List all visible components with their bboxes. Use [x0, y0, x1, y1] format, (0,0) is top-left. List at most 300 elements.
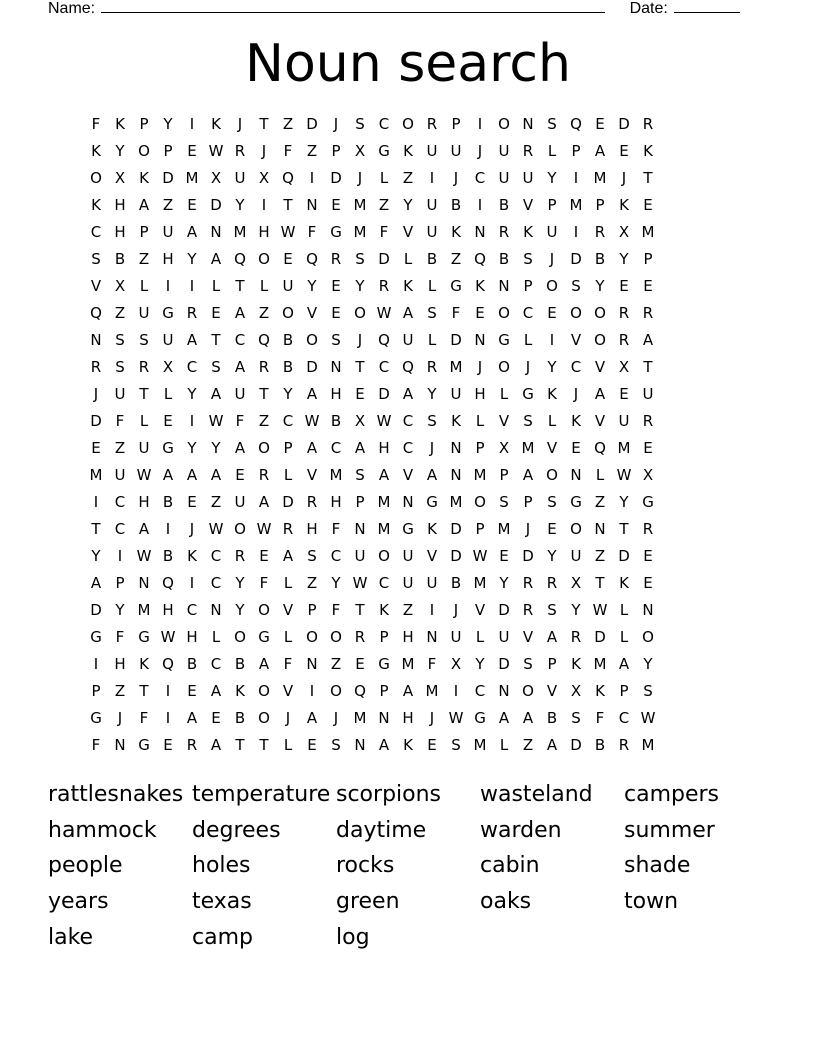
grid-letter[interactable]: A [90, 574, 102, 592]
grid-letter[interactable]: S [115, 358, 125, 376]
grid-letter[interactable]: Z [402, 601, 414, 619]
name-field[interactable] [101, 0, 605, 13]
grid-letter[interactable]: L [523, 331, 533, 349]
grid-letter[interactable]: Y [403, 196, 413, 214]
grid-letter[interactable]: K [403, 142, 413, 160]
grid-letter[interactable]: Z [450, 250, 462, 268]
grid-letter[interactable]: L [283, 466, 293, 484]
grid-letter[interactable]: H [378, 439, 390, 457]
grid-letter[interactable]: M [617, 439, 631, 457]
grid-letter[interactable]: A [186, 709, 198, 727]
grid-letter[interactable]: U [282, 277, 294, 295]
grid-letter[interactable]: Z [594, 493, 606, 511]
grid-letter[interactable]: T [619, 520, 629, 538]
grid-letter[interactable]: B [450, 196, 462, 214]
grid-letter[interactable]: X [498, 439, 510, 457]
grid-letter[interactable]: D [282, 493, 294, 511]
grid-letter[interactable]: Y [283, 385, 293, 403]
grid-letter[interactable]: S [571, 709, 581, 727]
grid-letter[interactable]: A [522, 466, 534, 484]
grid-letter[interactable]: N [474, 223, 486, 241]
grid-letter[interactable]: H [330, 493, 342, 511]
grid-letter[interactable]: J [525, 520, 531, 538]
grid-letter[interactable]: D [378, 250, 390, 268]
grid-letter[interactable]: G [90, 709, 102, 727]
grid-letter[interactable]: L [283, 574, 293, 592]
grid-letter[interactable]: B [234, 655, 246, 673]
grid-letter[interactable]: Z [210, 493, 222, 511]
grid-letter[interactable]: S [523, 250, 533, 268]
grid-letter[interactable]: T [235, 277, 245, 295]
grid-letter[interactable]: S [499, 493, 509, 511]
grid-letter[interactable]: E [259, 547, 269, 565]
grid-letter[interactable]: R [426, 358, 438, 376]
grid-letter[interactable]: W [640, 709, 656, 727]
grid-letter[interactable]: I [93, 655, 99, 673]
grid-letter[interactable]: O [354, 304, 366, 322]
grid-letter[interactable]: J [477, 142, 483, 160]
grid-letter[interactable]: M [641, 223, 655, 241]
grid-letter[interactable]: U [522, 169, 534, 187]
grid-letter[interactable]: E [283, 250, 293, 268]
grid-letter[interactable]: U [234, 169, 246, 187]
grid-letter[interactable]: N [498, 277, 510, 295]
grid-letter[interactable]: W [160, 628, 176, 646]
grid-letter[interactable]: H [258, 223, 270, 241]
grid-letter[interactable]: E [235, 466, 245, 484]
grid-letter[interactable]: Q [402, 358, 414, 376]
grid-letter[interactable]: U [546, 223, 558, 241]
grid-letter[interactable]: J [357, 169, 363, 187]
grid-letter[interactable]: P [523, 277, 533, 295]
grid-letter[interactable]: N [90, 331, 102, 349]
grid-letter[interactable]: G [138, 628, 150, 646]
grid-letter[interactable]: A [234, 304, 246, 322]
grid-letter[interactable]: I [189, 115, 195, 133]
grid-letter[interactable]: L [403, 250, 413, 268]
grid-letter[interactable]: L [475, 412, 485, 430]
grid-letter[interactable]: R [234, 142, 246, 160]
grid-letter[interactable]: A [138, 520, 150, 538]
grid-letter[interactable]: V [90, 277, 102, 295]
grid-letter[interactable]: E [211, 304, 221, 322]
grid-letter[interactable]: N [426, 628, 438, 646]
grid-letter[interactable]: U [402, 331, 414, 349]
grid-letter[interactable]: R [522, 142, 534, 160]
grid-letter[interactable]: K [403, 736, 413, 754]
grid-letter[interactable]: E [187, 682, 197, 700]
grid-letter[interactable]: F [235, 412, 245, 430]
grid-letter[interactable]: E [91, 439, 101, 457]
grid-letter[interactable]: M [401, 655, 415, 673]
grid-letter[interactable]: U [450, 142, 462, 160]
grid-letter[interactable]: O [258, 709, 270, 727]
grid-letter[interactable]: G [522, 385, 534, 403]
grid-letter[interactable]: V [402, 223, 414, 241]
grid-letter[interactable]: L [259, 277, 269, 295]
grid-letter[interactable]: S [355, 466, 365, 484]
grid-letter[interactable]: P [331, 142, 341, 160]
grid-letter[interactable]: E [331, 277, 341, 295]
grid-letter[interactable]: H [186, 628, 198, 646]
grid-letter[interactable]: T [259, 385, 269, 403]
grid-letter[interactable]: T [355, 358, 365, 376]
grid-letter[interactable]: X [570, 682, 582, 700]
grid-letter[interactable]: R [642, 520, 654, 538]
grid-letter[interactable]: L [139, 277, 149, 295]
grid-letter[interactable]: J [117, 709, 123, 727]
grid-letter[interactable]: K [235, 682, 245, 700]
grid-letter[interactable]: E [211, 709, 221, 727]
grid-letter[interactable]: S [547, 115, 557, 133]
grid-letter[interactable]: V [498, 412, 510, 430]
grid-letter[interactable]: Y [115, 601, 125, 619]
grid-letter[interactable]: A [234, 358, 246, 376]
grid-letter[interactable]: A [546, 736, 558, 754]
grid-letter[interactable]: R [594, 223, 606, 241]
grid-letter[interactable]: A [306, 439, 318, 457]
grid-letter[interactable]: U [642, 385, 654, 403]
grid-letter[interactable]: T [355, 601, 365, 619]
grid-letter[interactable]: A [618, 655, 630, 673]
grid-letter[interactable]: M [377, 493, 391, 511]
grid-letter[interactable]: R [306, 493, 318, 511]
grid-letter[interactable]: O [522, 682, 534, 700]
grid-letter[interactable]: R [498, 223, 510, 241]
grid-letter[interactable]: R [642, 412, 654, 430]
grid-letter[interactable]: O [258, 250, 270, 268]
grid-letter[interactable]: J [189, 520, 195, 538]
grid-letter[interactable]: D [378, 385, 390, 403]
grid-letter[interactable]: K [451, 412, 461, 430]
grid-letter[interactable]: T [235, 736, 245, 754]
grid-letter[interactable]: E [331, 304, 341, 322]
grid-letter[interactable]: O [90, 169, 102, 187]
grid-letter[interactable]: C [114, 493, 126, 511]
grid-letter[interactable]: E [595, 115, 605, 133]
grid-letter[interactable]: I [165, 520, 171, 538]
grid-letter[interactable]: Y [163, 115, 173, 133]
grid-letter[interactable]: J [525, 358, 531, 376]
grid-letter[interactable]: H [114, 223, 126, 241]
grid-letter[interactable]: M [641, 736, 655, 754]
grid-letter[interactable]: K [115, 115, 125, 133]
grid-letter[interactable]: I [573, 169, 579, 187]
grid-letter[interactable]: R [570, 628, 582, 646]
grid-letter[interactable]: L [427, 331, 437, 349]
grid-letter[interactable]: P [379, 682, 389, 700]
grid-letter[interactable]: R [234, 547, 246, 565]
grid-letter[interactable]: A [402, 682, 414, 700]
grid-letter[interactable]: S [451, 736, 461, 754]
grid-letter[interactable]: F [451, 304, 461, 322]
grid-letter[interactable]: A [546, 628, 558, 646]
grid-letter[interactable]: I [165, 682, 171, 700]
grid-letter[interactable]: O [402, 115, 414, 133]
grid-letter[interactable]: A [402, 304, 414, 322]
grid-letter[interactable]: C [90, 223, 102, 241]
grid-letter[interactable]: A [186, 466, 198, 484]
grid-letter[interactable]: L [475, 628, 485, 646]
grid-letter[interactable]: A [354, 439, 366, 457]
grid-letter[interactable]: R [522, 601, 534, 619]
grid-letter[interactable]: E [571, 439, 581, 457]
grid-letter[interactable]: B [426, 250, 438, 268]
grid-letter[interactable]: E [187, 493, 197, 511]
grid-letter[interactable]: E [355, 385, 365, 403]
grid-letter[interactable]: U [162, 223, 174, 241]
grid-letter[interactable]: F [139, 709, 149, 727]
grid-letter[interactable]: Y [187, 385, 197, 403]
grid-letter[interactable]: R [90, 358, 102, 376]
grid-letter[interactable]: C [210, 547, 222, 565]
grid-letter[interactable]: N [330, 358, 342, 376]
grid-letter[interactable]: C [186, 601, 198, 619]
grid-letter[interactable]: N [450, 466, 462, 484]
grid-letter[interactable]: P [523, 493, 533, 511]
grid-letter[interactable]: P [643, 250, 653, 268]
grid-letter[interactable]: Y [91, 547, 101, 565]
grid-letter[interactable]: B [546, 709, 558, 727]
grid-letter[interactable]: D [570, 736, 582, 754]
grid-letter[interactable]: N [522, 115, 534, 133]
grid-letter[interactable]: O [330, 628, 342, 646]
grid-letter[interactable]: D [450, 547, 462, 565]
grid-letter[interactable]: W [376, 304, 392, 322]
grid-letter[interactable]: E [331, 196, 341, 214]
grid-letter[interactable]: U [426, 142, 438, 160]
grid-letter[interactable]: Z [306, 142, 318, 160]
grid-letter[interactable]: V [282, 601, 294, 619]
grid-letter[interactable]: P [595, 196, 605, 214]
grid-letter[interactable]: A [642, 331, 654, 349]
grid-letter[interactable]: C [378, 574, 390, 592]
grid-letter[interactable]: U [402, 574, 414, 592]
grid-letter[interactable]: P [619, 682, 629, 700]
grid-letter[interactable]: K [451, 223, 461, 241]
grid-letter[interactable]: C [402, 439, 414, 457]
grid-letter[interactable]: B [282, 358, 294, 376]
grid-letter[interactable]: K [523, 223, 533, 241]
grid-letter[interactable]: E [163, 736, 173, 754]
grid-letter[interactable]: D [162, 169, 174, 187]
grid-letter[interactable]: Z [378, 196, 390, 214]
grid-letter[interactable]: A [210, 682, 222, 700]
grid-letter[interactable]: O [474, 493, 486, 511]
grid-letter[interactable]: Y [427, 385, 437, 403]
grid-letter[interactable]: O [498, 358, 510, 376]
grid-letter[interactable]: F [91, 115, 101, 133]
grid-letter[interactable]: B [162, 493, 174, 511]
grid-letter[interactable]: I [93, 493, 99, 511]
grid-letter[interactable]: O [570, 520, 582, 538]
grid-letter[interactable]: L [379, 169, 389, 187]
grid-letter[interactable]: J [453, 601, 459, 619]
grid-letter[interactable]: Z [258, 304, 270, 322]
grid-letter[interactable]: K [619, 574, 629, 592]
grid-letter[interactable]: J [93, 385, 99, 403]
grid-letter[interactable]: L [139, 412, 149, 430]
grid-letter[interactable]: M [593, 655, 607, 673]
grid-letter[interactable]: D [570, 250, 582, 268]
grid-letter[interactable]: T [595, 574, 605, 592]
grid-letter[interactable]: M [473, 736, 487, 754]
grid-letter[interactable]: V [474, 601, 486, 619]
grid-letter[interactable]: S [115, 331, 125, 349]
grid-letter[interactable]: K [643, 142, 653, 160]
grid-letter[interactable]: X [618, 358, 630, 376]
grid-letter[interactable]: E [619, 142, 629, 160]
grid-letter[interactable]: O [498, 304, 510, 322]
grid-letter[interactable]: J [261, 142, 267, 160]
grid-letter[interactable]: G [162, 304, 174, 322]
grid-letter[interactable]: V [306, 304, 318, 322]
grid-letter[interactable]: U [498, 142, 510, 160]
grid-letter[interactable]: G [450, 277, 462, 295]
grid-letter[interactable]: Z [402, 169, 414, 187]
grid-letter[interactable]: P [475, 520, 485, 538]
grid-letter[interactable]: F [115, 628, 125, 646]
grid-letter[interactable]: I [261, 196, 267, 214]
grid-letter[interactable]: A [306, 385, 318, 403]
grid-letter[interactable]: V [570, 331, 582, 349]
grid-letter[interactable]: A [186, 331, 198, 349]
grid-letter[interactable]: N [594, 520, 606, 538]
grid-letter[interactable]: R [258, 358, 270, 376]
grid-letter[interactable]: M [449, 358, 463, 376]
grid-letter[interactable]: G [258, 628, 270, 646]
grid-letter[interactable]: B [498, 250, 510, 268]
grid-letter[interactable]: E [619, 385, 629, 403]
grid-letter[interactable]: E [643, 547, 653, 565]
grid-letter[interactable]: B [594, 736, 606, 754]
grid-letter[interactable]: A [210, 385, 222, 403]
grid-letter[interactable]: B [594, 250, 606, 268]
grid-letter[interactable]: C [186, 358, 198, 376]
grid-letter[interactable]: Z [594, 547, 606, 565]
grid-letter[interactable]: R [282, 520, 294, 538]
grid-letter[interactable]: B [330, 412, 342, 430]
grid-letter[interactable]: G [330, 223, 342, 241]
grid-letter[interactable]: Y [115, 142, 125, 160]
grid-letter[interactable]: Q [162, 574, 174, 592]
grid-letter[interactable]: D [210, 196, 222, 214]
grid-letter[interactable]: S [427, 412, 437, 430]
grid-letter[interactable]: K [187, 547, 197, 565]
grid-letter[interactable]: E [643, 574, 653, 592]
grid-letter[interactable]: X [570, 574, 582, 592]
grid-letter[interactable]: A [378, 466, 390, 484]
grid-letter[interactable]: W [136, 547, 152, 565]
grid-letter[interactable]: T [91, 520, 101, 538]
grid-letter[interactable]: H [138, 493, 150, 511]
grid-letter[interactable]: D [90, 601, 102, 619]
grid-letter[interactable]: P [163, 142, 173, 160]
grid-letter[interactable]: W [136, 466, 152, 484]
grid-letter[interactable]: L [499, 736, 509, 754]
grid-letter[interactable]: G [402, 520, 414, 538]
grid-letter[interactable]: K [475, 277, 485, 295]
grid-letter[interactable]: Z [138, 250, 150, 268]
grid-letter[interactable]: Y [547, 358, 557, 376]
grid-letter[interactable]: W [208, 142, 224, 160]
grid-letter[interactable]: L [547, 142, 557, 160]
grid-letter[interactable]: I [189, 412, 195, 430]
grid-letter[interactable]: Y [547, 169, 557, 187]
grid-letter[interactable]: J [429, 439, 435, 457]
grid-letter[interactable]: U [450, 628, 462, 646]
grid-letter[interactable]: K [571, 412, 581, 430]
grid-letter[interactable]: T [139, 682, 149, 700]
grid-letter[interactable]: R [618, 331, 630, 349]
grid-letter[interactable]: F [307, 223, 317, 241]
grid-letter[interactable]: O [642, 628, 654, 646]
grid-letter[interactable]: N [642, 601, 654, 619]
grid-letter[interactable]: F [379, 223, 389, 241]
grid-letter[interactable]: O [258, 439, 270, 457]
grid-letter[interactable]: W [616, 466, 632, 484]
grid-letter[interactable]: Q [378, 331, 390, 349]
grid-letter[interactable]: D [306, 115, 318, 133]
grid-letter[interactable]: U [162, 331, 174, 349]
grid-letter[interactable]: K [139, 655, 149, 673]
grid-letter[interactable]: H [474, 385, 486, 403]
grid-letter[interactable]: Y [211, 439, 221, 457]
grid-letter[interactable]: Y [235, 601, 245, 619]
grid-letter[interactable]: P [379, 628, 389, 646]
grid-letter[interactable]: D [594, 628, 606, 646]
grid-letter[interactable]: X [450, 655, 462, 673]
grid-letter[interactable]: M [569, 196, 583, 214]
grid-letter[interactable]: N [498, 682, 510, 700]
grid-letter[interactable]: T [259, 115, 269, 133]
grid-letter[interactable]: L [619, 628, 629, 646]
grid-letter[interactable]: Q [234, 250, 246, 268]
grid-letter[interactable]: U [402, 547, 414, 565]
grid-letter[interactable]: J [357, 331, 363, 349]
grid-letter[interactable]: A [378, 736, 390, 754]
grid-letter[interactable]: U [234, 385, 246, 403]
grid-letter[interactable]: M [353, 196, 367, 214]
grid-letter[interactable]: P [307, 601, 317, 619]
grid-letter[interactable]: T [283, 196, 293, 214]
grid-letter[interactable]: S [91, 250, 101, 268]
grid-letter[interactable]: Y [547, 547, 557, 565]
grid-letter[interactable]: D [522, 547, 534, 565]
grid-letter[interactable]: W [256, 520, 272, 538]
grid-letter[interactable]: V [594, 412, 606, 430]
grid-letter[interactable]: N [378, 709, 390, 727]
grid-letter[interactable]: K [91, 142, 101, 160]
grid-letter[interactable]: M [233, 223, 247, 241]
grid-letter[interactable]: Z [330, 655, 342, 673]
grid-letter[interactable]: P [139, 223, 149, 241]
grid-letter[interactable]: O [282, 304, 294, 322]
grid-letter[interactable]: M [89, 466, 103, 484]
grid-letter[interactable]: Y [595, 277, 605, 295]
grid-letter[interactable]: S [523, 412, 533, 430]
grid-letter[interactable]: X [162, 358, 174, 376]
grid-letter[interactable]: F [427, 655, 437, 673]
grid-letter[interactable]: Y [307, 277, 317, 295]
grid-letter[interactable]: F [331, 601, 341, 619]
grid-letter[interactable]: O [594, 331, 606, 349]
grid-letter[interactable]: X [114, 169, 126, 187]
grid-letter[interactable]: T [211, 331, 221, 349]
grid-letter[interactable]: V [522, 628, 534, 646]
grid-letter[interactable]: Q [354, 682, 366, 700]
grid-letter[interactable]: R [378, 277, 390, 295]
